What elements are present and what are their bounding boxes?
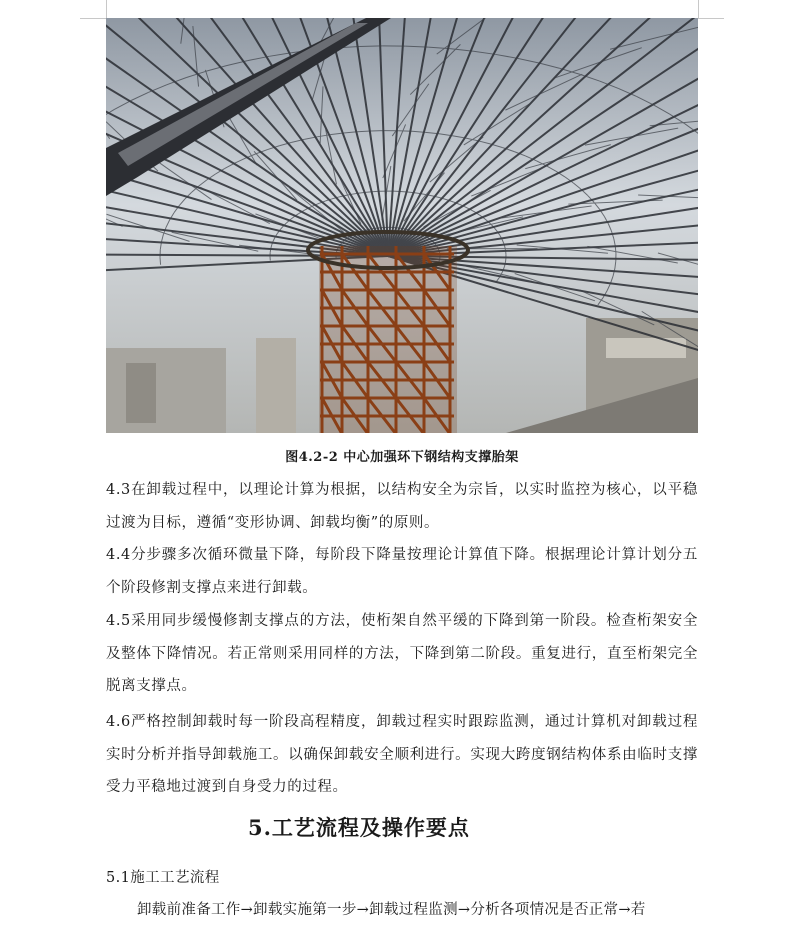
crop-mark-top-left-v xyxy=(106,0,107,18)
figure-caption: 图4.2-2 中心加强环下钢结构支撑胎架 xyxy=(285,450,519,465)
section-heading: 5.工艺流程及操作要点 xyxy=(248,815,470,840)
crop-mark-top-right-v xyxy=(698,0,699,18)
steel-structure-photo xyxy=(106,18,698,433)
process-flow-text: 卸载前准备工作→卸载实施第一步→卸载过程监测→分析各项情况是否正常→若 xyxy=(137,902,646,918)
paragraph-4-4: 4.4分步骤多次循环微量下降，每阶段下降量按理论计算值下降。根据理论计算计划分五个阶段修割支撑点来进行卸载。 xyxy=(106,547,698,596)
subsection-heading: 5.1施工工艺流程 xyxy=(106,870,220,886)
paragraph-4-6: 4.6严格控制卸载时每一阶段高程精度，卸载过程实时跟踪监测，通过计算机对卸载过程实时分析并指导卸载施工。以确保卸载安全顺利进行。实现大跨度钢结构体系由临时支撑受力平稳地过渡到自身受力的过程。 xyxy=(106,714,698,795)
crop-mark-top-left xyxy=(80,18,106,19)
paragraph-4-5: 4.5采用同步缓慢修割支撑点的方法，使桁架自然平缓的下降到第一阶段。检查桁架安全及整体下降情况。若正常则采用同样的方法，下降到第二阶段。重复进行，直至桁架完全脱离支撑点。 xyxy=(106,613,698,694)
paragraph-4-3: 4.3在卸载过程中，以理论计算为根据，以结构安全为宗旨，以实时监控为核心，以平稳过渡为目标，遵循“变形协调、卸载均衡”的原则。 xyxy=(106,482,698,531)
crop-mark-top-right xyxy=(698,18,724,19)
